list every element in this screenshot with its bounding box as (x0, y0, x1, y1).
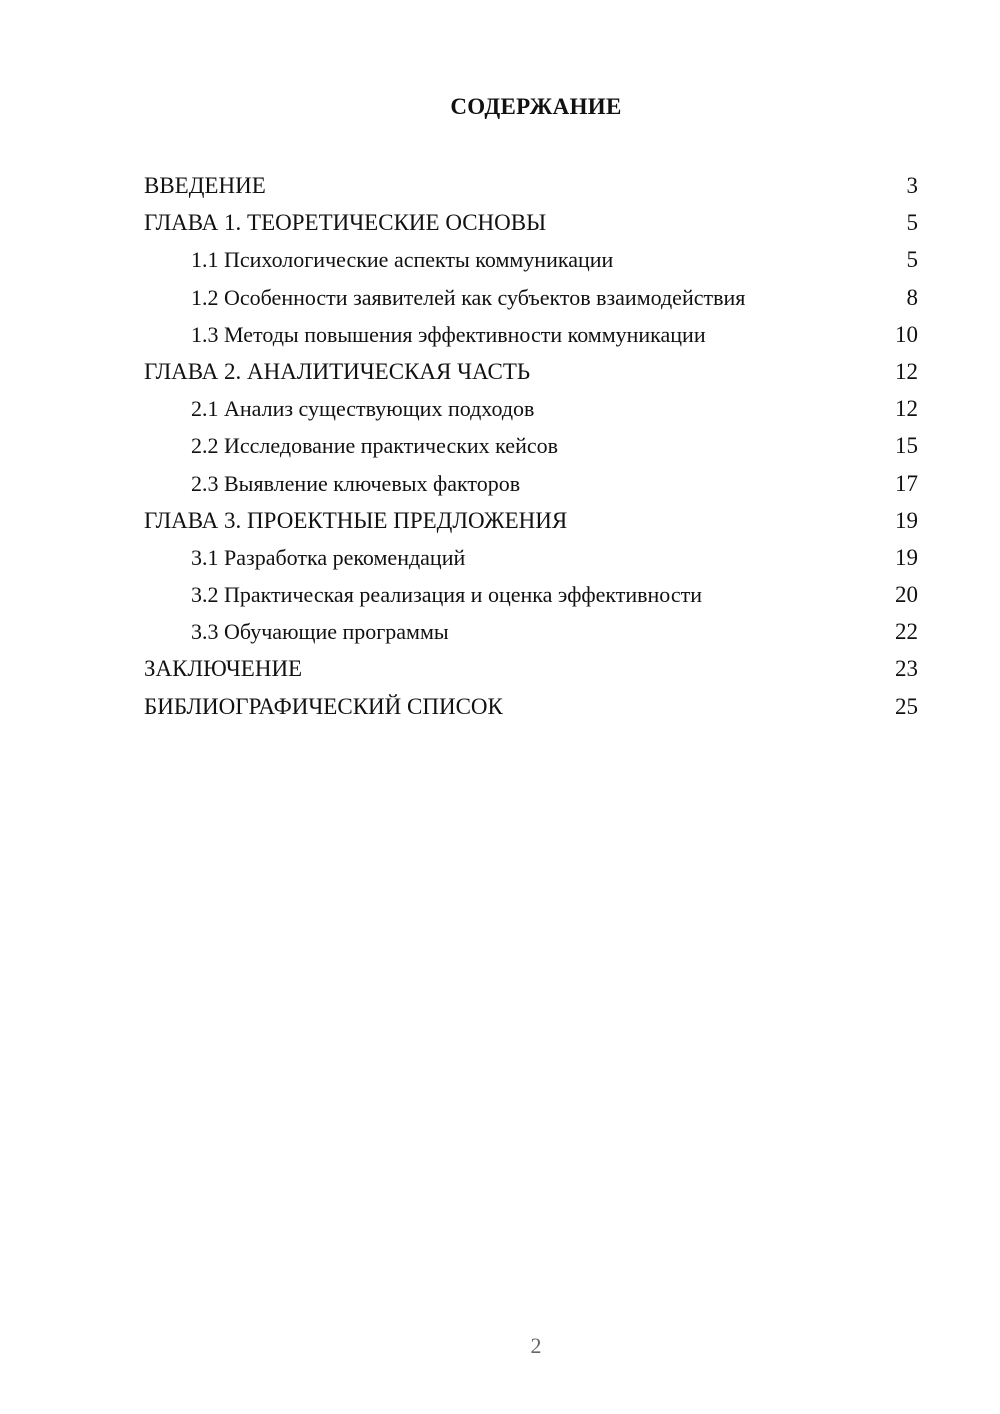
toc-entry-label: ВВЕДЕНИЕ (144, 173, 266, 198)
toc-entry-page: 3 (906, 173, 918, 198)
toc-entry-page: 25 (895, 693, 918, 719)
toc-entry-page: 20 (895, 582, 918, 608)
toc-entry (144, 390, 918, 427)
toc-entry (144, 576, 918, 613)
toc-entry (144, 316, 918, 353)
toc-entry-label: ЗАКЛЮЧЕНИЕ (144, 656, 303, 682)
toc-entry (144, 502, 918, 539)
toc-entry-page: 19 (895, 507, 918, 533)
toc-entry (144, 427, 918, 464)
toc-entry (144, 167, 918, 204)
toc-entry-page: 8 (906, 284, 918, 310)
toc-entry-label: 2.1 Анализ существующих подходов (191, 396, 535, 422)
toc-entry (144, 279, 918, 316)
toc-entry-label: 3.2 Практическая реализация и оценка эффективности (191, 582, 702, 608)
toc-entry (144, 539, 918, 576)
toc-entry-label: 1.3 Методы повышения эффективности коммуникации (191, 321, 706, 347)
toc-entry-page: 12 (895, 396, 918, 422)
table-of-contents (144, 167, 918, 725)
toc-entry-page: 22 (895, 619, 918, 645)
toc-entry-label: ГЛАВА 3. ПРОЕКТНЫЕ ПРЕДЛОЖЕНИЯ (144, 507, 568, 533)
toc-entry-page: 10 (895, 321, 918, 347)
toc-entry-page: 15 (895, 433, 918, 459)
toc-entry-label: 1.2 Особенности заявителей как субъектов взаимодействия (191, 284, 746, 310)
toc-entry-label: ГЛАВА 2. АНАЛИТИЧЕСКАЯ ЧАСТЬ (144, 358, 531, 384)
toc-entry (144, 688, 918, 725)
page-title: СОДЕРЖАНИЕ (450, 94, 622, 119)
toc-entry-page: 17 (895, 470, 918, 496)
toc-entry-label: БИБЛИОГРАФИЧЕСКИЙ СПИСОК (144, 693, 503, 719)
toc-entry (144, 241, 918, 278)
toc-entry (144, 613, 918, 650)
toc-entry-page: 19 (895, 544, 918, 570)
toc-entry-page: 23 (895, 656, 918, 682)
toc-entry-label: ГЛАВА 1. ТЕОРЕТИЧЕСКИЕ ОСНОВЫ (144, 210, 547, 236)
toc-entry-label: 2.2 Исследование практических кейсов (191, 433, 558, 459)
toc-entry-label: 1.1 Психологические аспекты коммуникации (191, 247, 614, 273)
toc-entry-page: 12 (895, 358, 918, 384)
page-number: 2 (530, 1333, 542, 1358)
toc-entry (144, 650, 918, 687)
toc-entry-label: 2.3 Выявление ключевых факторов (191, 470, 521, 496)
toc-entry-label: 3.3 Обучающие программы (191, 619, 449, 645)
toc-entry (144, 353, 918, 390)
toc-entry (144, 465, 918, 502)
toc-entry-page: 5 (906, 247, 918, 273)
toc-entry (144, 204, 918, 241)
toc-entry-page: 5 (906, 210, 918, 236)
toc-entry-label: 3.1 Разработка рекомендаций (191, 544, 466, 570)
